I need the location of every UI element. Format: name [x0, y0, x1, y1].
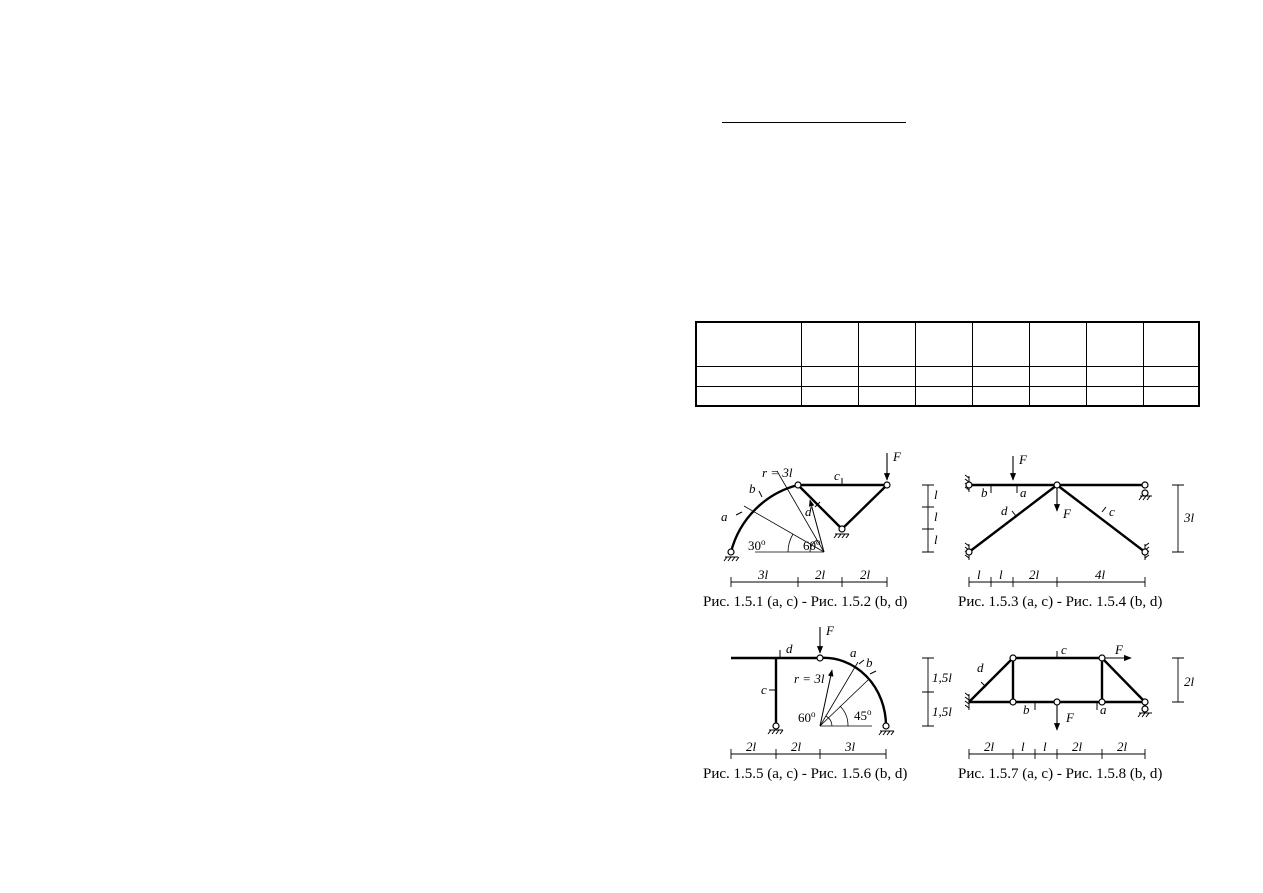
dim-v-1: 1,5l: [932, 670, 952, 685]
dim-h-3: 3l: [845, 739, 856, 754]
force-label-top: F: [1019, 452, 1027, 467]
figure-2-frame: [965, 456, 1184, 587]
dim-h-2: l: [1021, 739, 1025, 754]
caption-figure-1: Рис. 1.5.1 (a, c) - Рис. 1.5.2 (b, d): [703, 594, 908, 610]
label-a: a: [1020, 485, 1027, 500]
label-d: d: [1001, 503, 1008, 518]
figure-2-labels: [977, 452, 1195, 582]
label-b: b: [866, 655, 873, 670]
dim-h-3: 2l: [1029, 567, 1040, 582]
radius-label: r = 3l: [794, 671, 825, 686]
label-c: c: [1109, 504, 1115, 519]
dim-h-2: 2l: [791, 739, 802, 754]
dim-h-3: l: [1043, 739, 1047, 754]
angle-label-2: 60$^o$: [803, 537, 821, 553]
dim-v-3: l: [934, 532, 938, 547]
radius-label: r = 3l: [762, 465, 793, 480]
caption-figure-2: Рис. 1.5.3 (a, c) - Рис. 1.5.4 (b, d): [958, 594, 1163, 610]
dim-h-2: 2l: [815, 567, 826, 582]
label-c: c: [761, 682, 767, 697]
figure-1-frame: [724, 453, 934, 587]
label-d: d: [805, 504, 812, 519]
angle-label-2: 45$^o$: [854, 707, 872, 723]
dim-v-2: l: [934, 509, 938, 524]
angle-label-1: 30$^o$: [748, 537, 766, 553]
force-label-right: F: [1115, 642, 1123, 657]
force-label: F: [826, 623, 834, 638]
dim-v-1: l: [934, 487, 938, 502]
label-a: a: [850, 645, 857, 660]
label-b: b: [1023, 702, 1030, 717]
dim-v: 3l: [1184, 510, 1195, 525]
dim-h-1: l: [977, 567, 981, 582]
dim-h-3: 2l: [860, 567, 871, 582]
force-label-down: F: [1066, 710, 1074, 725]
dim-h-5: 2l: [1117, 739, 1128, 754]
caption-figure-4: Рис. 1.5.7 (a, c) - Рис. 1.5.8 (b, d): [958, 766, 1163, 782]
label-a: a: [1100, 702, 1107, 717]
label-c: c: [834, 468, 840, 483]
dim-v: 2l: [1184, 674, 1195, 689]
dim-h-1: 2l: [746, 739, 757, 754]
label-a: a: [721, 509, 728, 524]
dim-v-2: 1,5l: [932, 704, 952, 719]
label-c: c: [1061, 642, 1067, 657]
force-label-mid: F: [1063, 506, 1071, 521]
dim-h-4: 2l: [1072, 739, 1083, 754]
member-right-diagonal: [842, 485, 887, 529]
angle-label-1: 60$^o$: [798, 709, 816, 725]
label-d: d: [786, 641, 793, 656]
force-label: F: [893, 449, 901, 464]
dim-h-2: l: [999, 567, 1003, 582]
dim-h-1: 3l: [758, 567, 769, 582]
member-right-diagonal: [1102, 658, 1145, 702]
label-d: d: [977, 660, 984, 675]
label-b: b: [749, 481, 756, 496]
label-b: b: [981, 485, 988, 500]
dim-h-4: 4l: [1095, 567, 1106, 582]
arc-member: [820, 658, 886, 726]
caption-figure-3: Рис. 1.5.5 (a, c) - Рис. 1.5.6 (b, d): [703, 766, 908, 782]
dim-h-1: 2l: [984, 739, 995, 754]
member-d: [969, 658, 1013, 702]
